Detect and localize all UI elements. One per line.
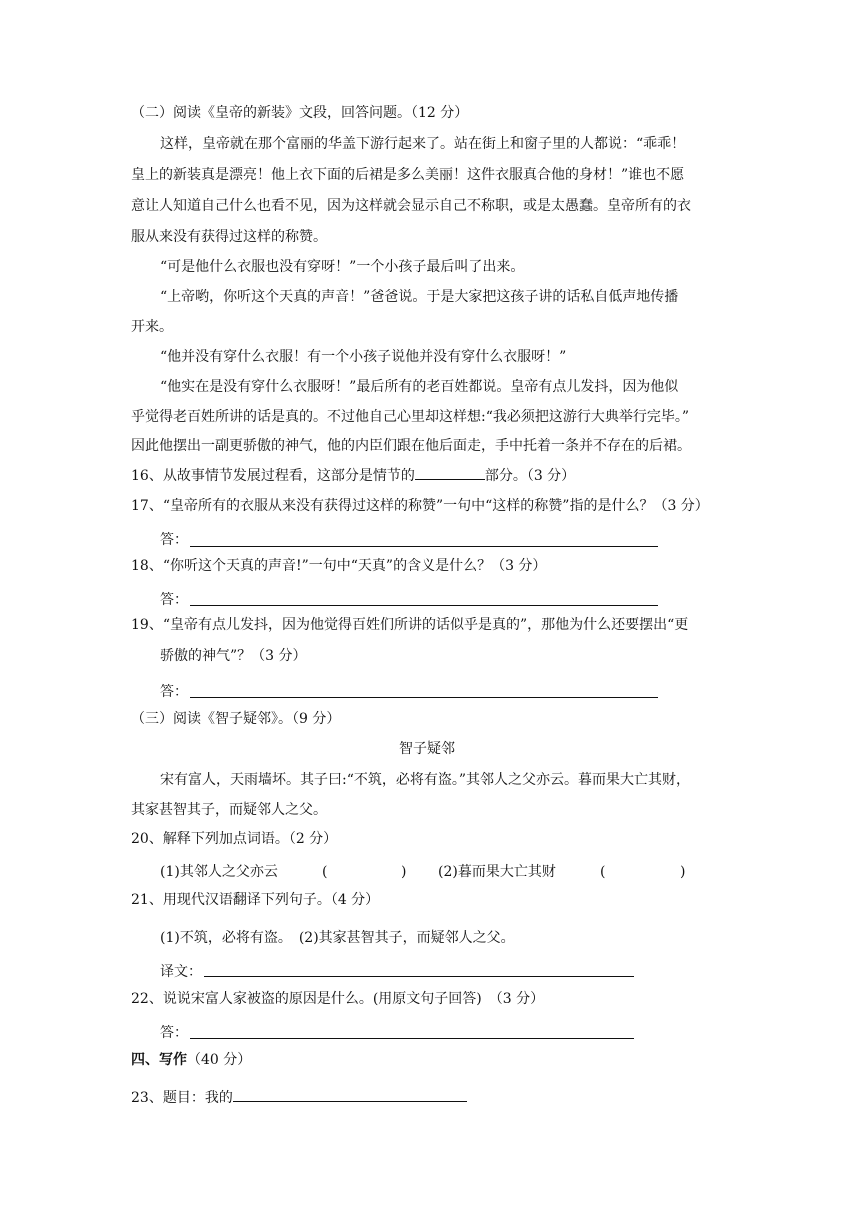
passage-line: “可是他什么衣服也没有穿呀！”一个小孩子最后叫了出来。 (160, 259, 525, 275)
section4-title: 四、写作 (131, 1052, 187, 1068)
question-21: 21、用现代汉语翻译下列句子。（4 分） (131, 892, 380, 908)
question-23 (131, 1087, 467, 1108)
answer-space-20-1[interactable] (330, 862, 400, 882)
answer-label: 答： (160, 684, 188, 700)
question-16-blank[interactable] (415, 465, 485, 480)
translation-line[interactable] (204, 976, 634, 977)
question-22: 22、说说宋富人家被盗的原因是什么。(用原文句子回答) （3 分） (131, 991, 545, 1007)
classical-text-line: 其家甚智其子，而疑邻人之父。 (131, 802, 327, 818)
answer-space-20-2[interactable] (608, 862, 678, 882)
translation-label: 译文： (160, 964, 202, 980)
section4-points: （40 分） (187, 1052, 252, 1068)
paren-open: ( (600, 864, 606, 880)
question-16 (131, 465, 575, 486)
section2-heading: （二）阅读《皇帝的新装》文段，回答问题。（12 分） (131, 105, 469, 121)
question-20: 20、解释下列加点词语。（2 分） (131, 831, 338, 847)
answer-label: 答： (160, 1025, 188, 1041)
passage-line: 皇上的新装真是漂亮！他上衣下面的后裙是多么美丽！这件衣服真合他的身材！”谁也不愿 (131, 167, 685, 183)
passage-line: 意让人知道自己什么也看不见，因为这样就会显示自己不称职，或是太愚蠢。皇帝所有的衣 (131, 198, 691, 214)
paren-close: ) (401, 864, 407, 880)
classical-text-line: 宋有富人，天雨墙坏。其子曰:“不筑，必将有盗。”其邻人之父亦云。暮而果大亡其财， (160, 772, 691, 788)
paren-open: ( (322, 864, 328, 880)
section4-heading (131, 1050, 251, 1070)
answer-label: 答： (160, 532, 188, 548)
question-17: 17、“皇帝所有的衣服从来没有获得过这样的称赞”一句中“这样的称赞”指的是什么？（3 分） (131, 498, 709, 514)
passage-title: 智子疑邻 (399, 741, 455, 757)
section3-heading: （三）阅读《智子疑邻》。（9 分） (131, 711, 341, 727)
answer-line-19[interactable] (190, 697, 658, 698)
question-20-item2: (2)暮而果大亡其财 (438, 864, 556, 880)
passage-line: 因此他摆出一副更骄傲的神气，他的内臣们跟在他后面走，手中托着一条并不存在的后裙。 (131, 438, 691, 454)
question-21-items: (1)不筑，必将有盗。 (2)其家甚智其子，而疑邻人之父。 (160, 930, 515, 946)
answer-label: 答： (160, 592, 188, 608)
passage-line: “他并没有穿什么衣服！有一个小孩子说他并没有穿什么衣服呀！” (160, 349, 567, 365)
question-19-line2: 骄傲的神气”？（3 分） (160, 648, 307, 664)
question-18: 18、“你听这个天真的声音!”一句中“天真”的含义是什么？（3 分） (131, 558, 547, 574)
question-16-text: 16、从故事情节发展过程看，这部分是情节的 (131, 468, 415, 484)
passage-line: 服从来没有获得过这样的称赞。 (131, 229, 327, 245)
essay-title-blank[interactable] (233, 1087, 467, 1102)
answer-line-22[interactable] (190, 1038, 634, 1039)
passage-line: 这样，皇帝就在那个富丽的华盖下游行起来了。站在街上和窗子里的人都说：“乖乖！ (160, 136, 686, 152)
answer-line-17[interactable] (190, 546, 658, 547)
question-19-line1: 19、“皇帝有点儿发抖，因为他觉得百姓们所讲的话似乎是真的”，那他为什么还要摆出“更 (131, 617, 689, 633)
question-23-text: 23、题目：我的 (131, 1090, 233, 1106)
passage-line: “他实在是没有穿什么衣服呀！”最后所有的老百姓都说。皇帝有点儿发抖，因为他似 (160, 379, 679, 395)
passage-line: “上帝哟，你听这个天真的声音！”爸爸说。于是大家把这孩子讲的话私自低声地传播 (160, 289, 679, 305)
answer-line-18[interactable] (190, 605, 658, 606)
question-16-suffix: 部分。（3 分） (484, 468, 576, 484)
passage-line: 乎觉得老百姓所讲的话是真的。不过他自己心里却这样想:“我必须把这游行大典举行完毕。” (131, 409, 690, 425)
paren-close: ) (680, 864, 686, 880)
passage-line: 开来。 (131, 319, 173, 335)
question-20-item1: (1)其邻人之父亦云 (160, 864, 278, 880)
